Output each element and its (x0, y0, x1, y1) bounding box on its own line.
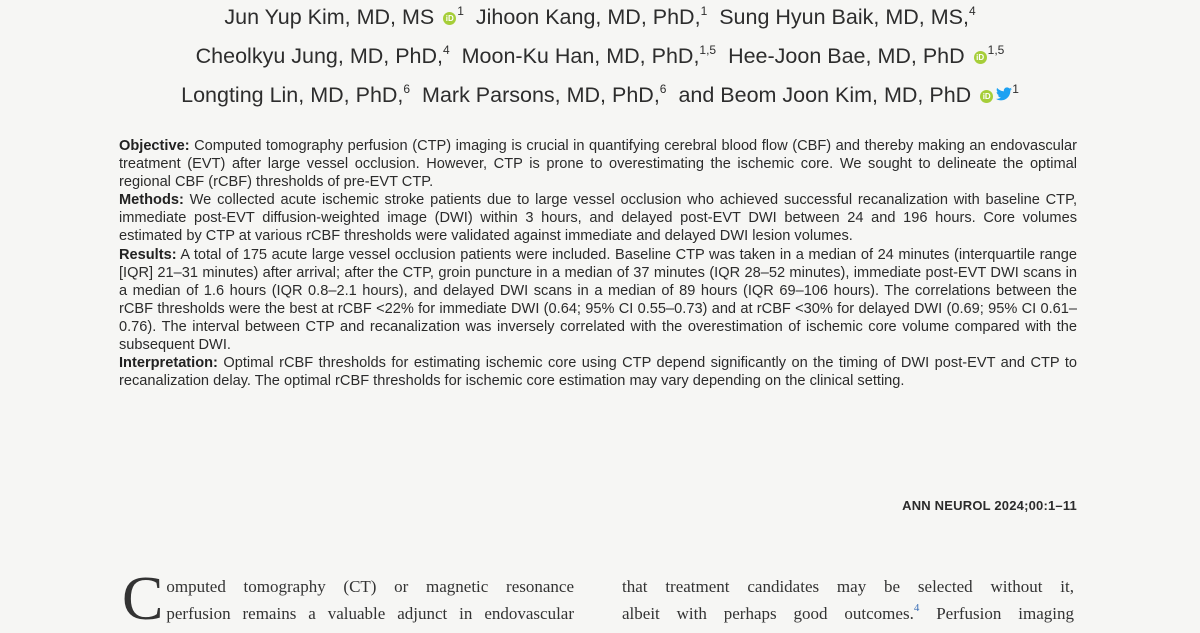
author-name: and Beom Joon Kim, MD, PhD (678, 83, 972, 107)
drop-cap: C (122, 565, 164, 633)
methods-text: We collected acute ischemic stroke patients due to large vessel occlusion who achieved successful recanalization with baseline CTP, immediate post-EVT diffusion-weighted image (DWI) within 3 hours, and delayed post-EVT DWI between 24 and 196 hours. Core volumes estimated by CTP at various rCBF thresholds were validated against immediate and delayed DWI lesion volumes. (119, 192, 1077, 245)
body-text-fragment: Perfusion imaging (936, 604, 1074, 623)
results-text: A total of 175 acute large vessel occlusion patients were included. Baseline CTP was taken in a median of 24 minutes (interquartile range [IQR] 21–31 minutes) after arrival; after the CTP, groin puncture in a median of 37 minutes (IQR 28–52 minutes), immediate post-EVT DWI scans in a median of 1.6 hours (IQR 0.8–2.1 hours), and delayed DWI scans in a median of 89 hours (IQR 69–106 hours). The correlations between the rCBF thresholds were the best at rCBF <22% for immediate DWI (0.64; 95% CI 0.55–0.73) and at rCBF <30% for delayed DWI (0.69; 95% CI 0.61–0.76). The interval between CTP and recanalization was inversely correlated with the overestimation of ischemic core volume compared with the subsequent DWI. (119, 246, 1078, 354)
author-line-3 (0, 76, 1200, 115)
author-list (0, 0, 1200, 115)
journal-citation: ANN NEUROL 2024;00:1–11 (902, 498, 1077, 513)
affiliation-sup: 6 (403, 82, 411, 96)
author-name: Hee-Joon Bae, MD, PhD (728, 44, 965, 68)
body-column-left (122, 565, 574, 633)
abstract-methods (119, 191, 1077, 245)
body-text-fragment: albeit with perhaps good outcomes. (622, 604, 914, 623)
author-line-2 (0, 37, 1200, 76)
affiliation-sup: 1 (700, 4, 708, 18)
author-name: Sung Hyun Baik, MD, MS, (719, 5, 969, 29)
affiliation-sup: 1,5 (987, 43, 1005, 57)
affiliation-sup: 1 (457, 4, 464, 18)
orcid-icon[interactable]: iD (974, 51, 987, 64)
objective-text: Computed tomography perfusion (CTP) imaging is crucial in quantifying cerebral blood flow (CBF) and thereby making an endovascular treatment (EVT) after large vessel occlusion. However, CTP is prone to overestimating the ischemic core. We sought to delineate the optimal regional CBF (rCBF) thresholds of pre-EVT CTP. (119, 138, 1078, 191)
methods-label: Methods: (119, 192, 184, 209)
author-name: Cheolkyu Jung, MD, PhD, (195, 44, 443, 68)
affiliation-sup: 6 (659, 82, 667, 96)
author-name: Jihoon Kang, MD, PhD, (475, 5, 701, 29)
author-line-1 (0, 0, 1200, 37)
abstract-results (119, 246, 1077, 355)
affiliation-sup: 4 (968, 4, 976, 18)
body-text-line: that treatment candidates may be selected without it, (622, 577, 1074, 596)
affiliation-sup: 1 (1012, 82, 1019, 96)
body-column-right (622, 573, 1074, 627)
body-text-line: omputed tomography (CT) or magnetic resonance (166, 577, 574, 596)
author-name: Moon-Ku Han, MD, PhD, (461, 44, 700, 68)
orcid-icon[interactable]: iD (443, 12, 456, 25)
abstract (119, 137, 1077, 390)
results-label: Results: (119, 246, 177, 263)
reference-link[interactable]: 4 (913, 602, 920, 614)
twitter-icon[interactable] (996, 87, 1012, 101)
interpretation-text: Optimal rCBF thresholds for estimating ischemic core using CTP depend significantly on the timing of DWI post-EVT and CTP to recanalization delay. The optimal rCBF thresholds for ischemic core estimation may vary depending on the clinical setting. (119, 355, 1077, 390)
abstract-interpretation (119, 354, 1077, 390)
orcid-icon[interactable]: iD (980, 90, 993, 103)
author-name: Jun Yup Kim, MD, MS (224, 5, 435, 29)
body-text-line (622, 600, 1074, 627)
objective-label: Objective: (119, 138, 190, 154)
interpretation-label: Interpretation: (119, 355, 218, 372)
author-name: Mark Parsons, MD, PhD, (422, 83, 660, 107)
author-name: Longting Lin, MD, PhD, (181, 83, 404, 107)
affiliation-sup: 1,5 (699, 43, 717, 57)
affiliation-sup: 4 (443, 43, 450, 57)
abstract-objective (119, 137, 1077, 191)
body-text-line: perfusion remains a valuable adjunct in endovascular (166, 604, 574, 623)
